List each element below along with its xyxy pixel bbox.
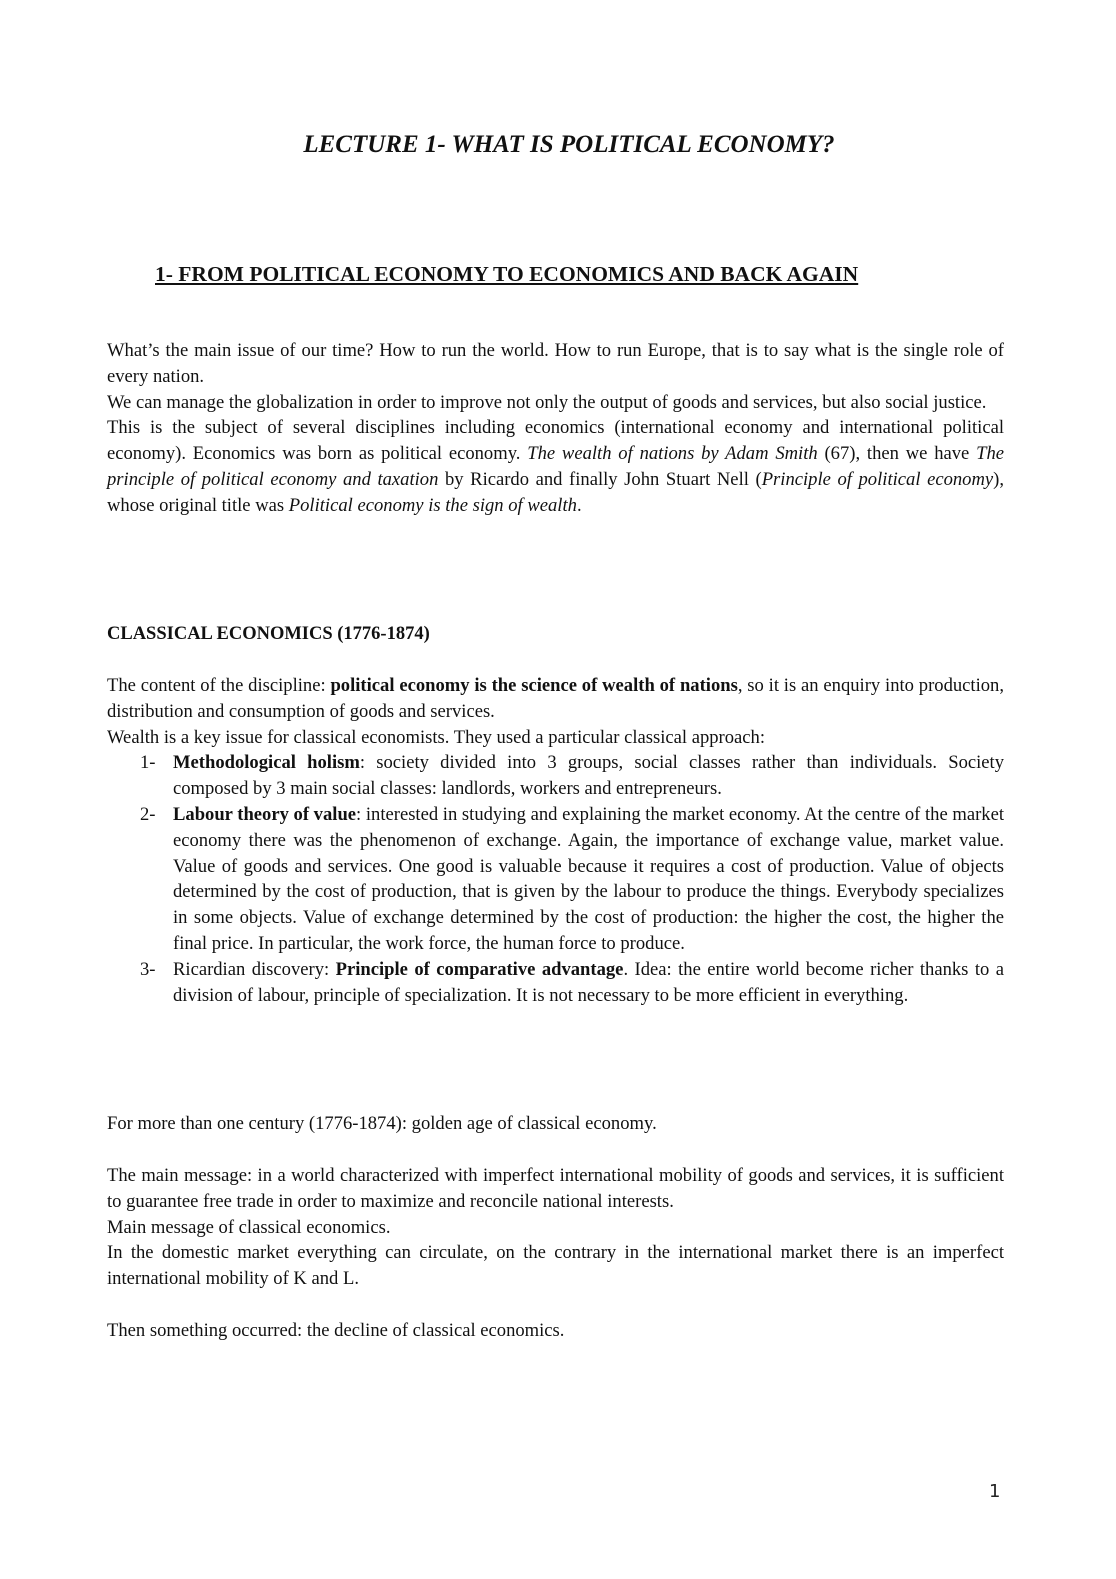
page-number: 1 — [989, 1481, 1001, 1502]
closing-main-message — [107, 1163, 1004, 1292]
list-item-text: . Idea: the entire world become richer thanks to a division of labour, principle of specialization. It is not necessary to be more efficient in everything. — [173, 958, 1004, 1006]
intro-text: by Ricardo and finally John Stuart Nell ( — [438, 468, 762, 490]
book-original-title: Political economy is the sign of wealth — [288, 494, 577, 516]
classical-paragraph-2: Wealth is a key issue for classical economists. They used a particular classical approach: — [107, 726, 766, 748]
intro-text: This is the subject of several disciplines including economics (international economy and international political economy). Economics was born as political economy. — [107, 417, 1004, 465]
closing-paragraph-3: Main message of classical economics. — [107, 1216, 391, 1238]
list-item-term: Principle of comparative advantage — [335, 958, 624, 980]
book-title-ricardo: The principle of political economy and taxation — [107, 443, 1004, 490]
classical-definition: political economy is the science of wealth of nations — [330, 675, 738, 696]
classical-approach-list — [107, 750, 1004, 1008]
intro-text: ), whose original title was — [107, 468, 1004, 516]
closing-paragraph-4: In the domestic market everything can circulate, on the contrary in the international market there is an imperfect international mobility of K and L. — [107, 1242, 1004, 1290]
intro-section — [107, 338, 1004, 519]
list-item — [107, 750, 1004, 802]
classical-text: , so it is an enquiry into production, distribution and consumption of goods and services. — [107, 675, 1005, 722]
list-item-text: : society divided into 3 groups, social classes rather than individuals. Society composed by 3 main social classes: landlords, workers and entrepreneurs. — [173, 752, 1004, 800]
list-item-text: : interested in studying and explaining the market economy. At the centre of the market economy there was the phenomenon of exchange. Again, the importance of exchange value, market value. Value of goods and services. One good is valuable because it requires a cost of production. Value of objects determined by the cost of production, that is given by the labour to produce the things. Everybody specializes in some objects. Value of exchange determined by the cost of production: the higher the cost, the higher the final price. In particular, the work force, the human force to produce. — [173, 803, 1004, 954]
intro-text: . — [576, 494, 582, 516]
list-item-number: 3- — [140, 958, 156, 980]
intro-text: (67), then we have — [817, 443, 977, 465]
closing-paragraph-1: For more than one century (1776-1874): golden age of classical economy. — [107, 1113, 657, 1134]
section-heading: 1- FROM POLITICAL ECONOMY TO ECONOMICS AND BACK AGAIN — [155, 262, 859, 286]
list-item-number: 2- — [140, 803, 156, 825]
closing-decline — [107, 1318, 1004, 1344]
intro-paragraph-1: What’s the main issue of our time? How to run the world. How to run Europe, that is to say what is the single role of every nation. — [107, 340, 1004, 387]
classical-section — [107, 673, 1004, 1008]
list-item-term: Methodological holism — [173, 752, 360, 774]
intro-paragraph-3 — [107, 415, 1004, 518]
classical-economics-heading: CLASSICAL ECONOMICS (1776-1874) — [107, 624, 430, 644]
classical-text: The content of the discipline: — [107, 675, 331, 696]
closing-golden-age — [107, 1111, 1004, 1137]
intro-paragraph-2: We can manage the globalization in order to improve not only the output of goods and services, but also social justice. — [107, 391, 987, 413]
classical-paragraph-1 — [107, 673, 1004, 725]
list-item-term: Labour theory of value — [173, 803, 357, 825]
closing-paragraph-5: Then something occurred: the decline of classical economics. — [107, 1320, 565, 1341]
book-title-mill: Principle of political economy — [761, 468, 994, 490]
book-title-wealth-of-nations: The wealth of nations by Adam Smith — [527, 443, 818, 465]
list-item-number: 1- — [140, 752, 156, 774]
lecture-title: LECTURE 1- WHAT IS POLITICAL ECONOMY? — [303, 131, 835, 158]
list-item — [107, 802, 1004, 957]
list-item-lead: Ricardian discovery: — [173, 958, 336, 980]
list-item — [107, 957, 1004, 1009]
closing-paragraph-2: The main message: in a world characterized with imperfect international mobility of goods and services, it is sufficient to guarantee free trade in order to maximize and reconcile national interests. — [107, 1165, 1004, 1212]
